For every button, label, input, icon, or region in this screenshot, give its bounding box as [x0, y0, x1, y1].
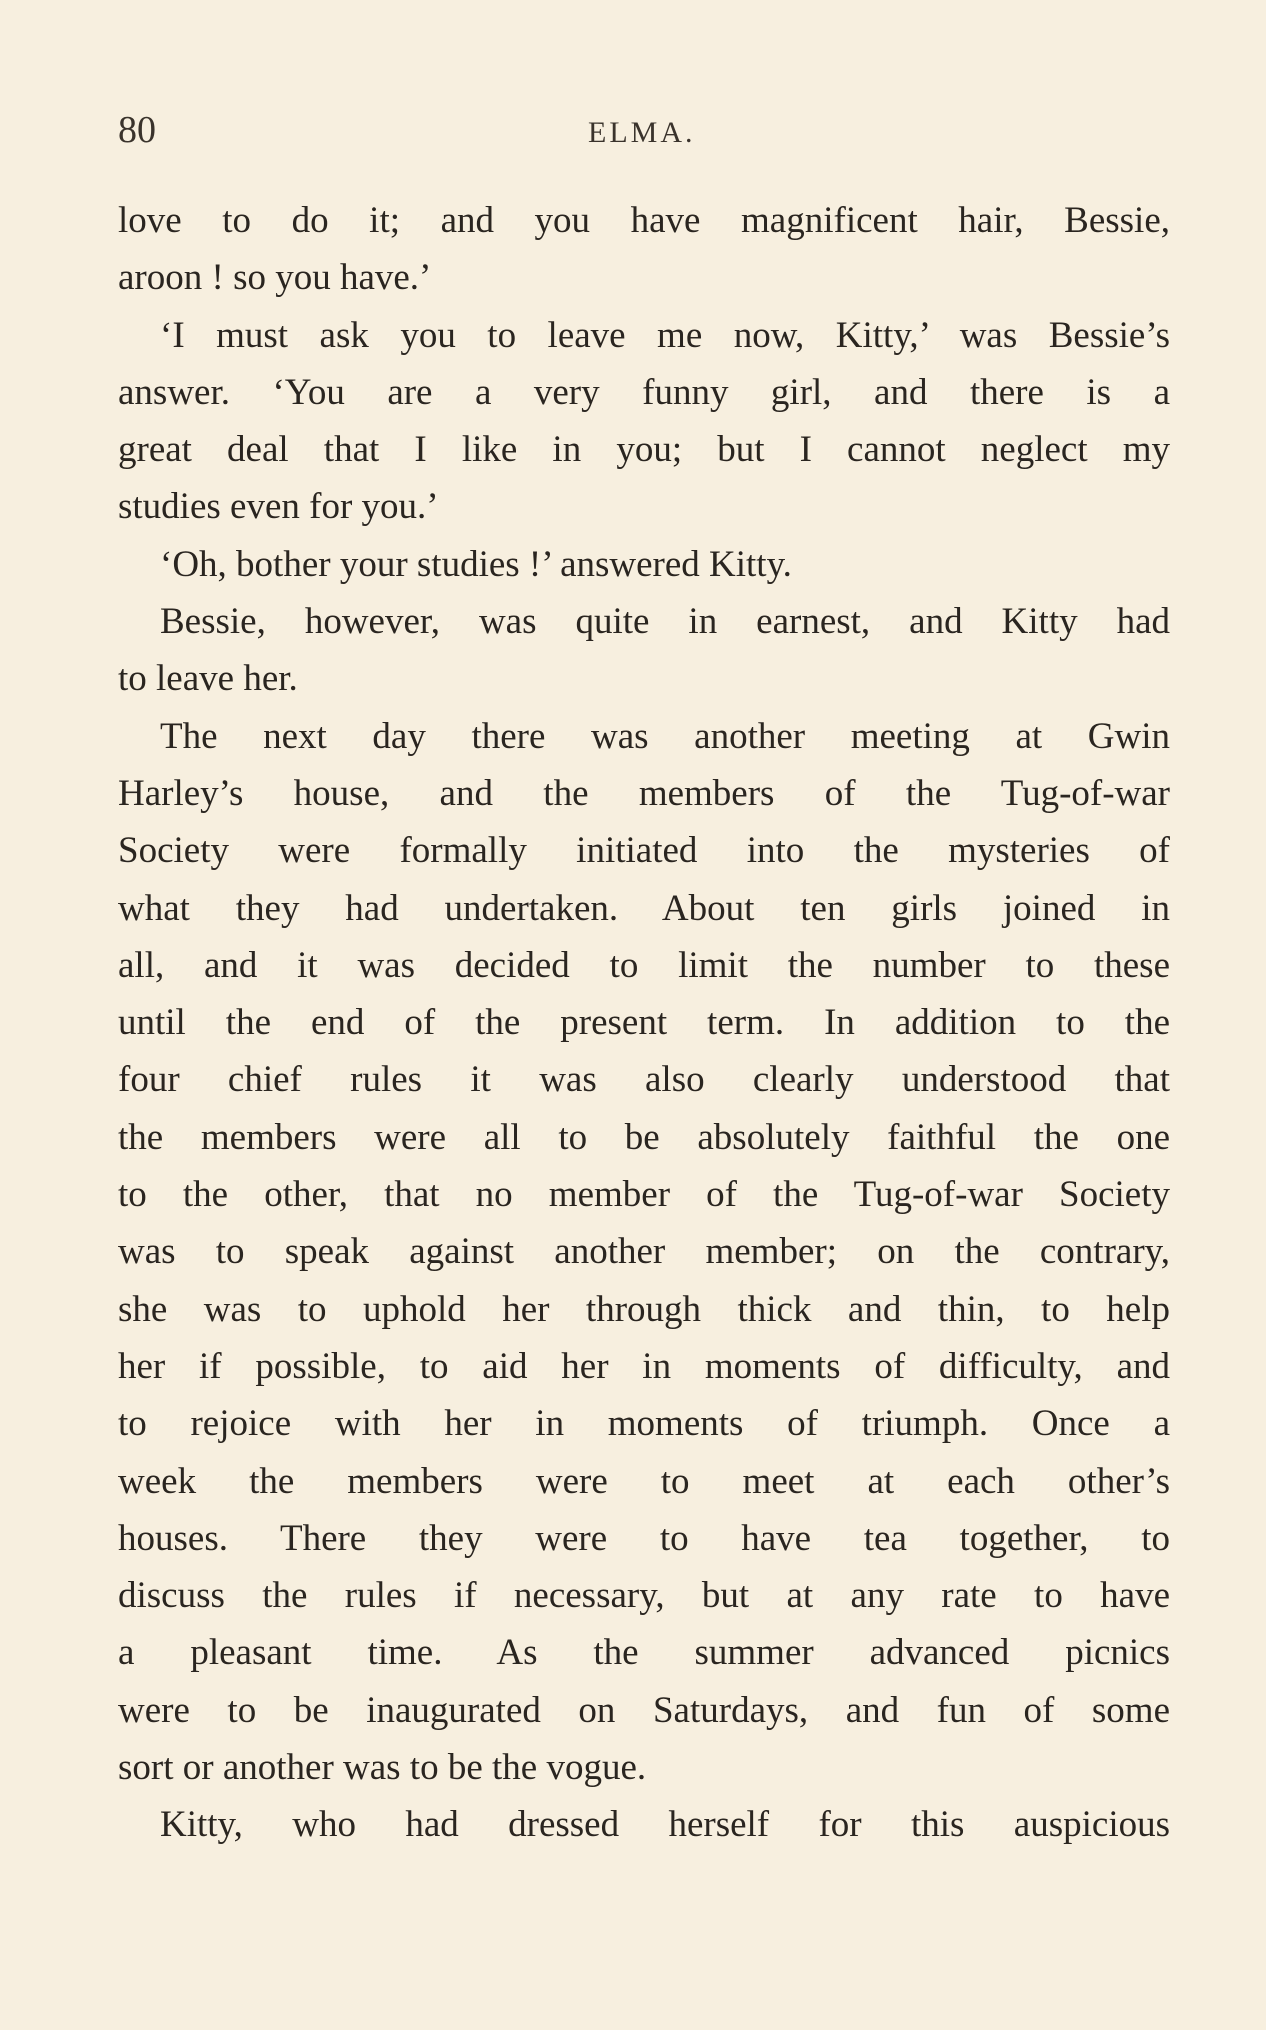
text-line: the members were all to be absolutely faithful the one	[118, 1116, 1170, 1158]
text-line: The next day there was another meeting at Gwin	[160, 715, 1170, 757]
text-line: was to speak against another member; on the contrary,	[118, 1231, 1170, 1273]
text-line: week the members were to meet at each other’s	[118, 1460, 1170, 1502]
text-line: four chief rules it was also clearly understood that	[118, 1059, 1170, 1101]
running-title: ELMA.	[588, 116, 696, 149]
text-line: love to do it; and you have magnificent hair, Bessie,	[118, 200, 1170, 241]
text-line: houses. There they were to have tea together, to	[118, 1517, 1170, 1559]
text-line: great deal that I like in you; but I cannot neglect my	[118, 429, 1170, 471]
text-line: ‘Oh, bother your studies !’ answered Kitty.	[160, 543, 792, 585]
running-head	[118, 108, 1168, 158]
text-line: studies even for you.’	[118, 486, 439, 528]
body-text	[118, 192, 1170, 1854]
text-line: to rejoice with her in moments of triumph. Once a	[118, 1403, 1170, 1445]
text-line: all, and it was decided to limit the number to these	[118, 944, 1170, 986]
text-line: ‘I must ask you to leave me now, Kitty,’ was Bessie’s	[160, 314, 1170, 356]
text-line: she was to uphold her through thick and thin, to help	[118, 1288, 1170, 1330]
text-line: aroon ! so you have.’	[118, 257, 432, 299]
text-line: a pleasant time. As the summer advanced picnics	[118, 1632, 1170, 1674]
text-line: Harley’s house, and the members of the Tug-of-war	[118, 772, 1170, 814]
text-line: to the other, that no member of the Tug-of-war Society	[118, 1174, 1170, 1216]
text-line: her if possible, to aid her in moments of difficulty, and	[118, 1345, 1170, 1387]
text-line: Society were formally initiated into the mysteries of	[118, 830, 1170, 872]
text-line: discuss the rules if necessary, but at any rate to have	[118, 1575, 1170, 1617]
text-line: until the end of the present term. In addition to the	[118, 1002, 1170, 1044]
text-line: sort or another was to be the vogue.	[118, 1747, 647, 1789]
text-line: answer. ‘You are a very funny girl, and there is a	[118, 371, 1170, 413]
text-line: were to be inaugurated on Saturdays, and fun of some	[118, 1689, 1170, 1731]
page-number: 80	[118, 109, 156, 151]
text-line: Kitty, who had dressed herself for this auspicious	[160, 1804, 1170, 1846]
text-line: to leave her.	[118, 658, 298, 700]
text-line: what they had undertaken. About ten girls joined in	[118, 887, 1170, 929]
text-line: Bessie, however, was quite in earnest, and Kitty had	[160, 601, 1170, 643]
